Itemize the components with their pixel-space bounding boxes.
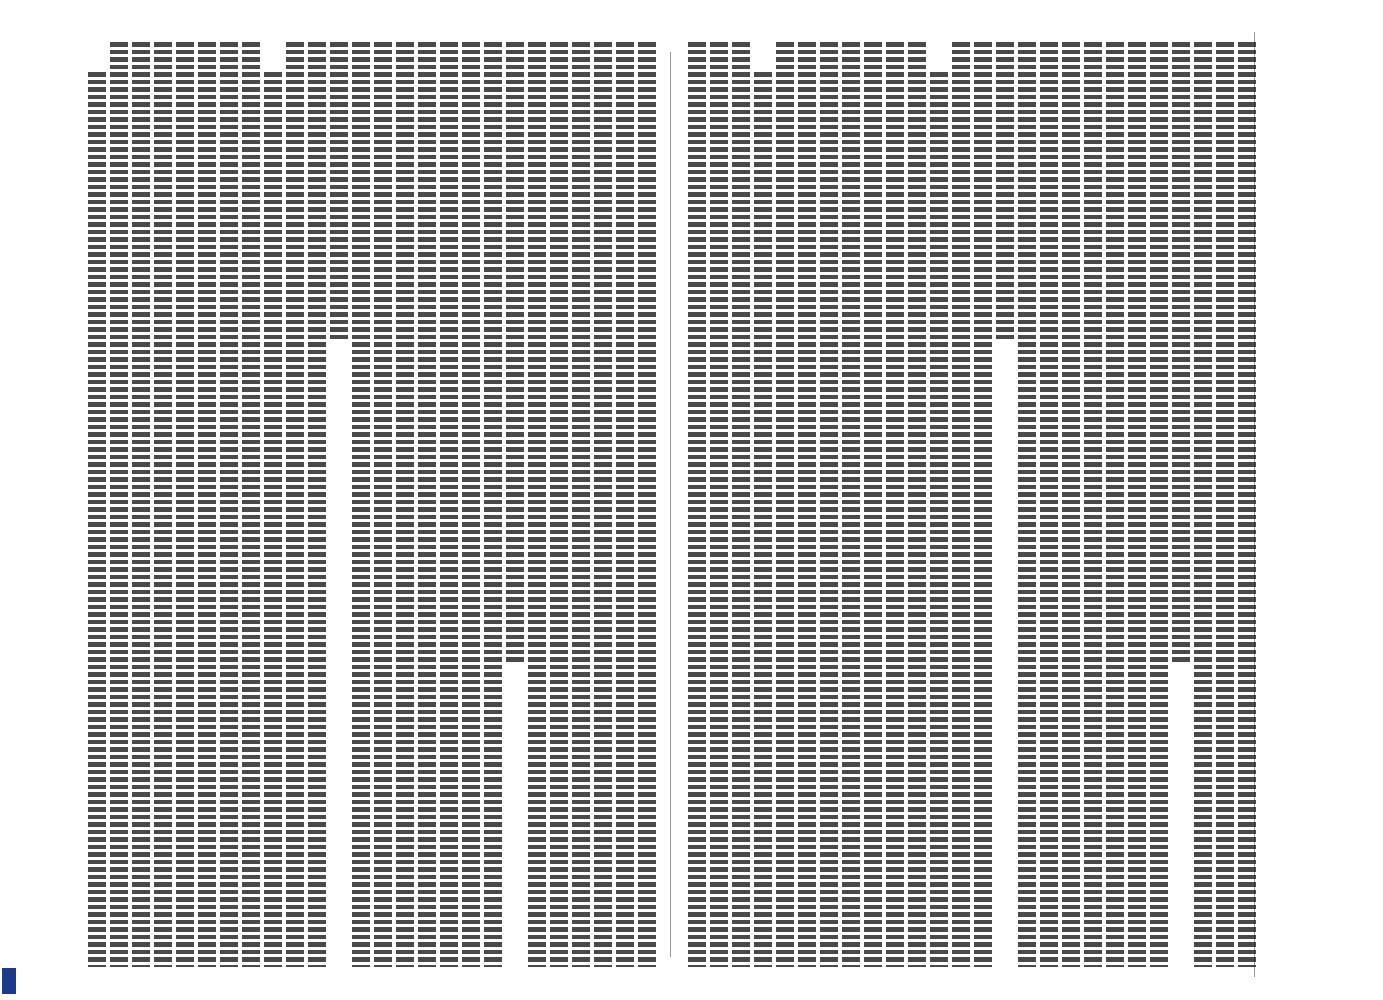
text-line (688, 42, 706, 967)
text-line (374, 42, 392, 967)
text-line (550, 42, 568, 967)
text-line (1238, 42, 1256, 967)
text-line (198, 42, 216, 967)
text-line (462, 42, 480, 967)
scanned-document-page (80, 32, 1295, 977)
digitization-credit (2, 560, 16, 990)
text-line (798, 42, 816, 967)
text-line (1216, 42, 1234, 967)
header-title (1256, 72, 1294, 932)
text-line (776, 42, 794, 967)
text-line (930, 72, 948, 967)
text-column-right (680, 32, 1260, 977)
text-line (352, 42, 370, 967)
text-line (154, 42, 172, 967)
text-line (572, 42, 590, 967)
text-line (110, 42, 128, 967)
text-line (132, 42, 150, 967)
text-line (242, 42, 260, 967)
text-line (220, 42, 238, 967)
text-line (308, 42, 326, 967)
text-line (886, 42, 904, 967)
text-line (820, 42, 838, 967)
column-divider (670, 52, 671, 957)
text-line (1018, 42, 1036, 967)
text-line (952, 42, 970, 967)
text-line (1194, 42, 1212, 967)
text-line (484, 42, 502, 967)
text-line (638, 42, 656, 967)
text-line (842, 42, 860, 967)
text-line (908, 42, 926, 967)
text-line (1172, 42, 1190, 662)
text-line (1128, 42, 1146, 967)
text-line (616, 42, 634, 967)
text-line (396, 42, 414, 967)
text-line (710, 42, 728, 967)
text-line (418, 42, 436, 967)
text-line (264, 72, 282, 967)
text-line (732, 42, 750, 967)
text-line (88, 72, 106, 967)
text-line (1040, 42, 1058, 967)
text-line (176, 42, 194, 967)
text-line (528, 42, 546, 967)
text-line (996, 42, 1014, 342)
text-line (286, 42, 304, 967)
text-line (974, 42, 992, 967)
running-header (1254, 32, 1295, 977)
text-column-left (80, 32, 660, 977)
text-line (1084, 42, 1102, 967)
text-line (506, 42, 524, 662)
text-line (594, 42, 612, 967)
text-line (1150, 42, 1168, 967)
text-line (330, 42, 348, 342)
text-line (864, 42, 882, 967)
text-line (1062, 42, 1080, 967)
text-line (440, 42, 458, 967)
text-line (1106, 42, 1124, 967)
dfg-logo-icon (2, 968, 16, 994)
text-line (754, 72, 772, 967)
